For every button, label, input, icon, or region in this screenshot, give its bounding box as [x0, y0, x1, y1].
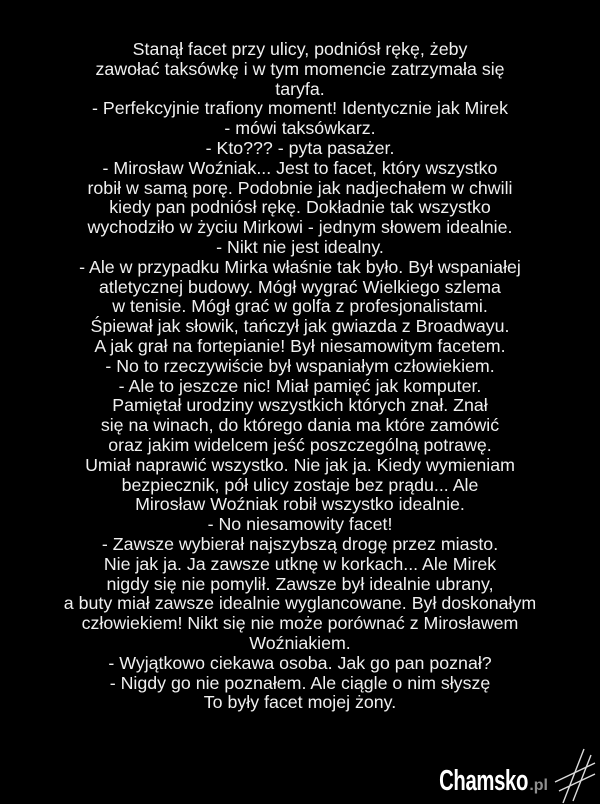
- tilted-hash-logo-icon: [553, 746, 597, 804]
- joke-line: oraz jakim widelcem jeść poszczególną potrawę.: [108, 434, 492, 455]
- brand-name: Chamsko: [439, 765, 529, 797]
- joke-line: atletycznej budowy. Mógł wygrać Wielkiego szlema: [99, 276, 501, 297]
- joke-line: a buty miał zawsze idealnie wyglancowane. Był doskonałym: [63, 593, 537, 614]
- joke-line: A jak grał na fortepianie! Był niesamowitym facetem.: [94, 335, 506, 356]
- brand-domain-suffix: .pl: [529, 777, 548, 794]
- watermark: [401, 732, 597, 796]
- joke-line: robił w samą porę. Podobnie jak nadjechałem w chwili: [87, 177, 513, 198]
- joke-line: w tenisie. Mógł grać w golfa z profesjonalistami.: [112, 296, 488, 317]
- joke-line: Mirosław Woźniak robił wszystko idealnie.: [135, 494, 465, 515]
- joke-line: bezpiecznik, pół ulicy zostaje bez prądu... Ale: [121, 474, 479, 495]
- joke-line: - No niesamowity facet!: [207, 514, 393, 535]
- joke-line: - Ale w przypadku Mirka właśnie tak było. Był wspaniałej: [79, 256, 521, 277]
- joke-line: nigdy się nie pomylił. Zawsze był idealnie ubrany,: [106, 573, 494, 594]
- joke-line: - mówi taksówkarz.: [224, 118, 376, 139]
- joke-line: człowiekiem! Nikt się nie może porównać z Mirosławem: [81, 613, 519, 634]
- joke-line: - Kto??? - pyta pasażer.: [205, 137, 395, 158]
- joke-line: Pamiętał urodziny wszystkich których znał. Znał: [112, 395, 488, 416]
- joke-line: taryfa.: [275, 78, 325, 99]
- joke-line: kiedy pan podniósł rękę. Dokładnie tak wszystko: [109, 197, 491, 218]
- joke-line: - Zawsze wybierał najszybszą drogę przez miasto.: [101, 533, 499, 554]
- joke-line: Stanął facet przy ulicy, podniósł rękę, żeby: [132, 39, 468, 59]
- joke-line: Woźniakiem.: [249, 632, 351, 653]
- joke-line: - Ale to jeszcze nic! Miał pamięć jak komputer.: [118, 375, 482, 396]
- joke-line: Śpiewał jak słowik, tańczył jak gwiazda z Broadwayu.: [90, 316, 510, 337]
- joke-line: - Wyjątkowo ciekawa osoba. Jak go pan poznał?: [108, 652, 492, 673]
- joke-line: - Nigdy go nie poznałem. Ale ciągle o nim słyszę: [109, 672, 491, 693]
- joke-line: - Nikt nie jest idealny.: [216, 236, 384, 257]
- joke-line: Nie jak ja. Ja zawsze utknę w korkach... Ale Mirek: [103, 553, 497, 574]
- joke-line: Umiał naprawić wszystko. Nie jak ja. Kiedy wymieniam: [85, 454, 515, 475]
- joke-line: zawołać taksówkę i w tym momencie zatrzymała się: [95, 58, 505, 79]
- joke-line: - Perfekcyjnie trafiony moment! Identycznie jak Mirek: [91, 98, 509, 119]
- joke-line: - Mirosław Woźniak... Jest to facet, który wszystko: [102, 157, 498, 178]
- joke-line: To były facet mojej żony.: [203, 692, 397, 713]
- joke-line: wychodziło w życiu Mirkowi - jednym słowem idealnie.: [87, 217, 513, 238]
- joke-line: - No to rzeczywiście był wspaniałym człowiekiem.: [105, 355, 495, 376]
- joke-line: się na winach, do którego dania ma które zamówić: [100, 415, 500, 436]
